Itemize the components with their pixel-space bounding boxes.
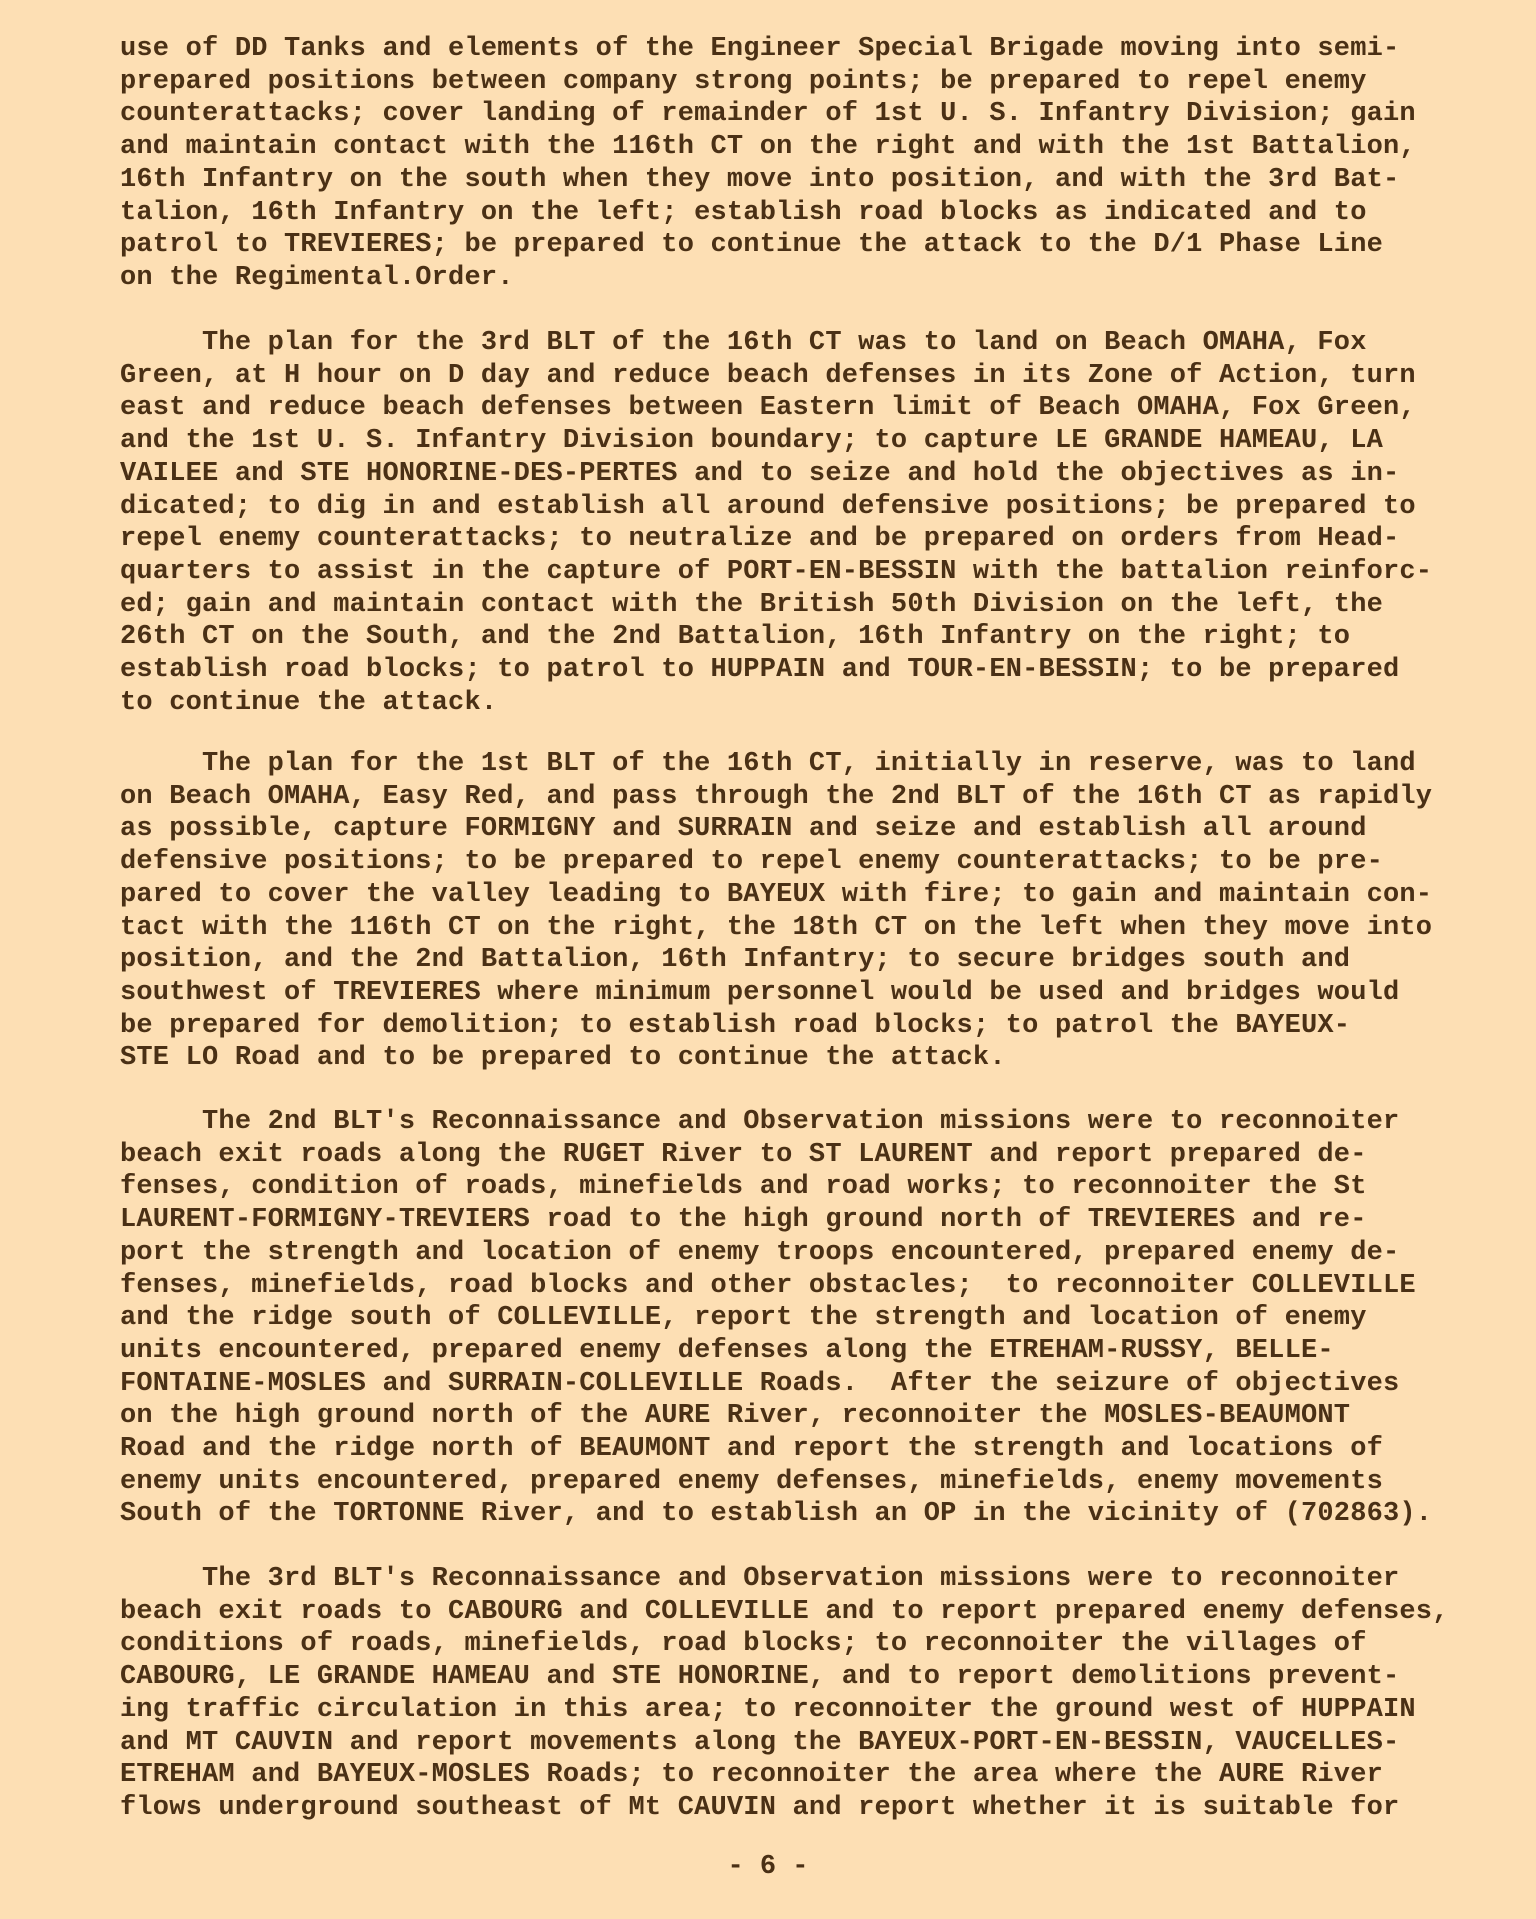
text-line: ed; gain and maintain contact with the British 50th Division on the left, the bbox=[120, 589, 1384, 620]
text-line: fenses, condition of roads, minefields and road works; to reconnoiter the St bbox=[120, 1172, 1367, 1203]
text-line: LAURENT-FORMIGNY-TREVIERS road to the high ground north of TREVIERES and re- bbox=[120, 1205, 1367, 1236]
text-line: ETREHAM and BAYEUX-MOSLES Roads; to reconnoiter the area where the AURE River bbox=[120, 1760, 1384, 1791]
text-line: on Beach OMAHA, Easy Red, and pass through the 2nd BLT of the 16th CT as rapidly bbox=[120, 781, 1433, 812]
text-line: enemy units encountered, prepared enemy defenses, minefields, enemy movements bbox=[120, 1466, 1384, 1497]
text-line: 16th Infantry on the south when they move into position, and with the 3rd Bat- bbox=[120, 164, 1400, 195]
text-line: The plan for the 1st BLT of the 16th CT, initially in reserve, was to land bbox=[120, 749, 1416, 779]
text-line: to continue the attack. bbox=[120, 687, 498, 718]
text-line: STE LO Road and to be prepared to continue the attack. bbox=[120, 1043, 1006, 1074]
text-line: South of the TORTONNE River, and to establish an OP in the vicinity of (702863). bbox=[120, 1499, 1433, 1530]
text-line: on the high ground north of the AURE River, reconnoiter the MOSLES-BEAUMONT bbox=[120, 1401, 1351, 1432]
text-line: Green, at H hour on D day and reduce beach defenses in its Zone of Action, turn bbox=[120, 360, 1416, 391]
text-line: dicated; to dig in and establish all around defensive positions; be prepared to bbox=[120, 491, 1416, 522]
text-line: and the 1st U. S. Infantry Division boundary; to capture LE GRANDE HAMEAU, LA bbox=[120, 426, 1384, 457]
paragraph bbox=[120, 327, 1432, 719]
text-line: east and reduce beach defenses between Eastern limit of Beach OMAHA, Fox Green, bbox=[120, 393, 1416, 424]
paragraph bbox=[120, 1106, 1432, 1531]
text-line: on the Regimental.Order. bbox=[120, 262, 514, 293]
text-line: The plan for the 3rd BLT of the 16th CT was to land on Beach OMAHA, Fox bbox=[120, 328, 1367, 358]
paragraph bbox=[120, 33, 1416, 295]
text-line: conditions of roads, minefields, road blocks; to reconnoiter the villages of bbox=[120, 1629, 1367, 1660]
text-line: and the ridge south of COLLEVILLE, report the strength and location of enemy bbox=[120, 1303, 1367, 1334]
text-line: port the strength and location of enemy troops encountered, prepared enemy de- bbox=[120, 1237, 1400, 1268]
text-line: repel enemy counterattacks; to neutralize and be prepared on orders from Head- bbox=[120, 524, 1400, 555]
text-line: fenses, minefields, road blocks and other obstacles; to reconnoiter COLLEVILLE bbox=[120, 1270, 1416, 1301]
text-line: The 2nd BLT's Reconnaissance and Observation missions were to reconnoiter bbox=[120, 1107, 1400, 1137]
text-line: CABOURG, LE GRANDE HAMEAU and STE HONORINE, and to report demolitions prevent- bbox=[120, 1662, 1400, 1693]
text-line: beach exit roads along the RUGET River to ST LAURENT and report prepared de- bbox=[120, 1139, 1367, 1170]
text-line: VAILEE and STE HONORINE-DES-PERTES and to seize and hold the objectives as in- bbox=[120, 458, 1400, 489]
text-line: pared to cover the valley leading to BAYEUX with fire; to gain and maintain con- bbox=[120, 879, 1433, 910]
page-number: - 6 - bbox=[727, 1852, 809, 1882]
text-line: flows underground southeast of Mt CAUVIN and report whether it is suitable for bbox=[120, 1792, 1400, 1823]
text-line: use of DD Tanks and elements of the Engineer Special Brigade moving into semi- bbox=[120, 34, 1400, 64]
text-line: as possible, capture FORMIGNY and SURRAIN and seize and establish all around bbox=[120, 814, 1367, 845]
text-line: quarters to assist in the capture of PORT-EN-BESSIN with the battalion reinforc- bbox=[120, 556, 1433, 587]
text-line: establish road blocks; to patrol to HUPPAIN and TOUR-EN-BESSIN; to be prepared bbox=[120, 655, 1400, 686]
text-line: and MT CAUVIN and report movements along the BAYEUX-PORT-EN-BESSIN, VAUCELLES- bbox=[120, 1727, 1400, 1758]
text-line: tact with the 116th CT on the right, the 18th CT on the left when they move into bbox=[120, 912, 1433, 943]
text-line: beach exit roads to CABOURG and COLLEVILLE and to report prepared enemy defenses, bbox=[120, 1596, 1449, 1627]
text-line: ing traffic circulation in this area; to reconnoiter the ground west of HUPPAIN bbox=[120, 1694, 1416, 1725]
paragraph bbox=[120, 748, 1432, 1075]
text-line: position, and the 2nd Battalion, 16th Infantry; to secure bridges south and bbox=[120, 945, 1351, 976]
text-line: talion, 16th Infantry on the left; establish road blocks as indicated and to bbox=[120, 197, 1367, 228]
text-line: southwest of TREVIERES where minimum personnel would be used and bridges would bbox=[120, 977, 1400, 1008]
text-line: 26th CT on the South, and the 2nd Battalion, 16th Infantry on the right; to bbox=[120, 622, 1351, 653]
paragraph bbox=[120, 1563, 1449, 1825]
text-line: units encountered, prepared enemy defenses along the ETREHAM-RUSSY, BELLE- bbox=[120, 1335, 1334, 1366]
text-line: patrol to TREVIERES; be prepared to continue the attack to the D/1 Phase Line bbox=[120, 230, 1384, 261]
text-line: prepared positions between company strong points; be prepared to repel enemy bbox=[120, 66, 1367, 97]
text-line: and maintain contact with the 116th CT on the right and with the 1st Battalion, bbox=[120, 132, 1416, 163]
text-line: counterattacks; cover landing of remainder of 1st U. S. Infantry Division; gain bbox=[120, 99, 1416, 130]
text-line: FONTAINE-MOSLES and SURRAIN-COLLEVILLE Roads. After the seizure of objectives bbox=[120, 1368, 1400, 1399]
text-line: The 3rd BLT's Reconnaissance and Observation missions were to reconnoiter bbox=[120, 1564, 1400, 1594]
text-line: be prepared for demolition; to establish road blocks; to patrol the BAYEUX- bbox=[120, 1010, 1351, 1041]
text-line: defensive positions; to be prepared to repel enemy counterattacks; to be pre- bbox=[120, 847, 1384, 878]
text-line: Road and the ridge north of BEAUMONT and report the strength and locations of bbox=[120, 1434, 1384, 1465]
